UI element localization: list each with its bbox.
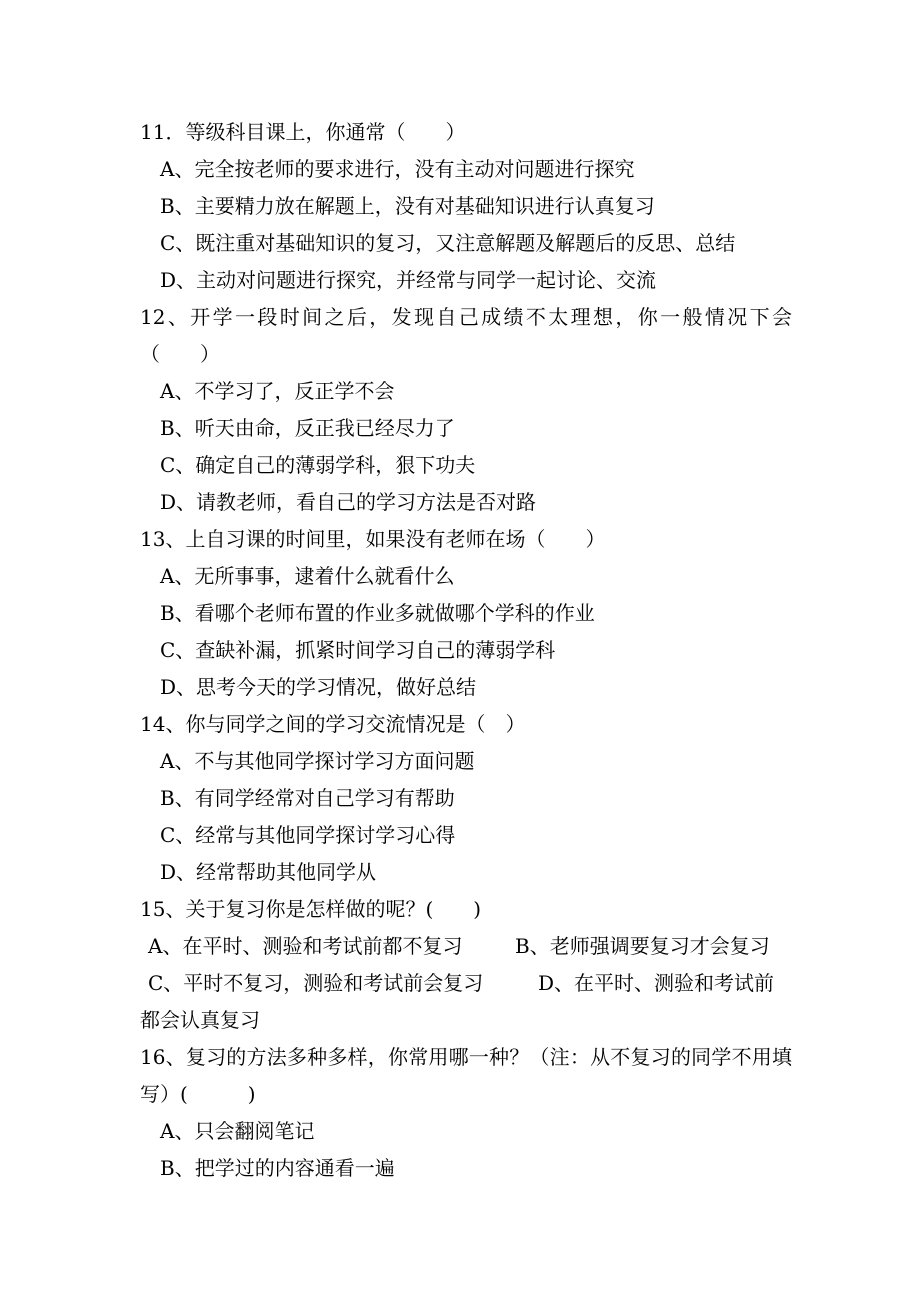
question-13-option-b: B、看哪个老师布置的作业多就做哪个学科的作业 <box>160 601 595 625</box>
question-13-stem: 13、上自习课的时间里，如果没有老师在场（ ） <box>140 527 606 551</box>
question-11-option-d: D、主动对问题进行探究，并经常与同学一起讨论、交流 <box>160 268 657 292</box>
question-14-option-b: B、有同学经常对自己学习有帮助 <box>160 786 455 810</box>
question-11-option-b: B、主要精力放在解题上，没有对基础知识进行认真复习 <box>160 194 655 218</box>
question-12-option-b: B、听天由命，反正我已经尽力了 <box>160 416 455 440</box>
question-14-option-c: C、经常与其他同学探讨学习心得 <box>160 823 456 847</box>
question-15-option-b: B、老师强调要复习才会复习 <box>515 934 770 958</box>
question-15-option-a: A、在平时、测验和考试前都不复习 <box>148 934 463 958</box>
question-12-option-c: C、确定自己的薄弱学科，狠下功夫 <box>160 453 476 477</box>
question-12-option-d: D、请教老师，看自己的学习方法是否对路 <box>160 490 537 514</box>
question-12-option-a: A、不学习了，反正学不会 <box>160 379 395 403</box>
question-11-stem: 11．等级科目课上，你通常（ ） <box>140 120 466 144</box>
question-14-stem: 14、你与同学之间的学习交流情况是（ ） <box>140 712 526 736</box>
question-11-option-a: A、完全按老师的要求进行，没有主动对问题进行探究 <box>160 157 635 181</box>
question-13-option-d: D、思考今天的学习情况，做好总结 <box>160 675 477 699</box>
question-12-stem: 12、开学一段时间之后，发现自己成绩不太理想，你一般情况下会（ ） <box>140 305 792 366</box>
question-14-option-a: A、不与其他同学探讨学习方面问题 <box>160 749 475 773</box>
question-14-option-d: D、经常帮助其他同学从 <box>160 860 377 884</box>
question-15-option-d: D、在平时、测验和考试前 <box>538 971 775 995</box>
question-13-option-c: C、查缺补漏，抓紧时间学习自己的薄弱学科 <box>160 638 556 662</box>
question-16-option-b: B、把学过的内容通看一遍 <box>160 1156 395 1180</box>
question-16-option-a: A、只会翻阅笔记 <box>160 1119 315 1143</box>
question-16-stem: 16、复习的方法多种多样，你常用哪一种？（注：从不复习的同学不用填写）( ) <box>140 1045 792 1106</box>
question-11-option-c: C、既注重对基础知识的复习，又注意解题及解题后的反思、总结 <box>160 231 736 255</box>
question-13-option-a: A、无所事事，逮着什么就看什么 <box>160 564 455 588</box>
question-15-option-d-continued: 都会认真复习 <box>140 1008 260 1032</box>
question-15-stem: 15、关于复习你是怎样做的呢？( ) <box>140 897 482 921</box>
question-15-option-c: C、平时不复习，测验和考试前会复习 <box>148 971 484 995</box>
